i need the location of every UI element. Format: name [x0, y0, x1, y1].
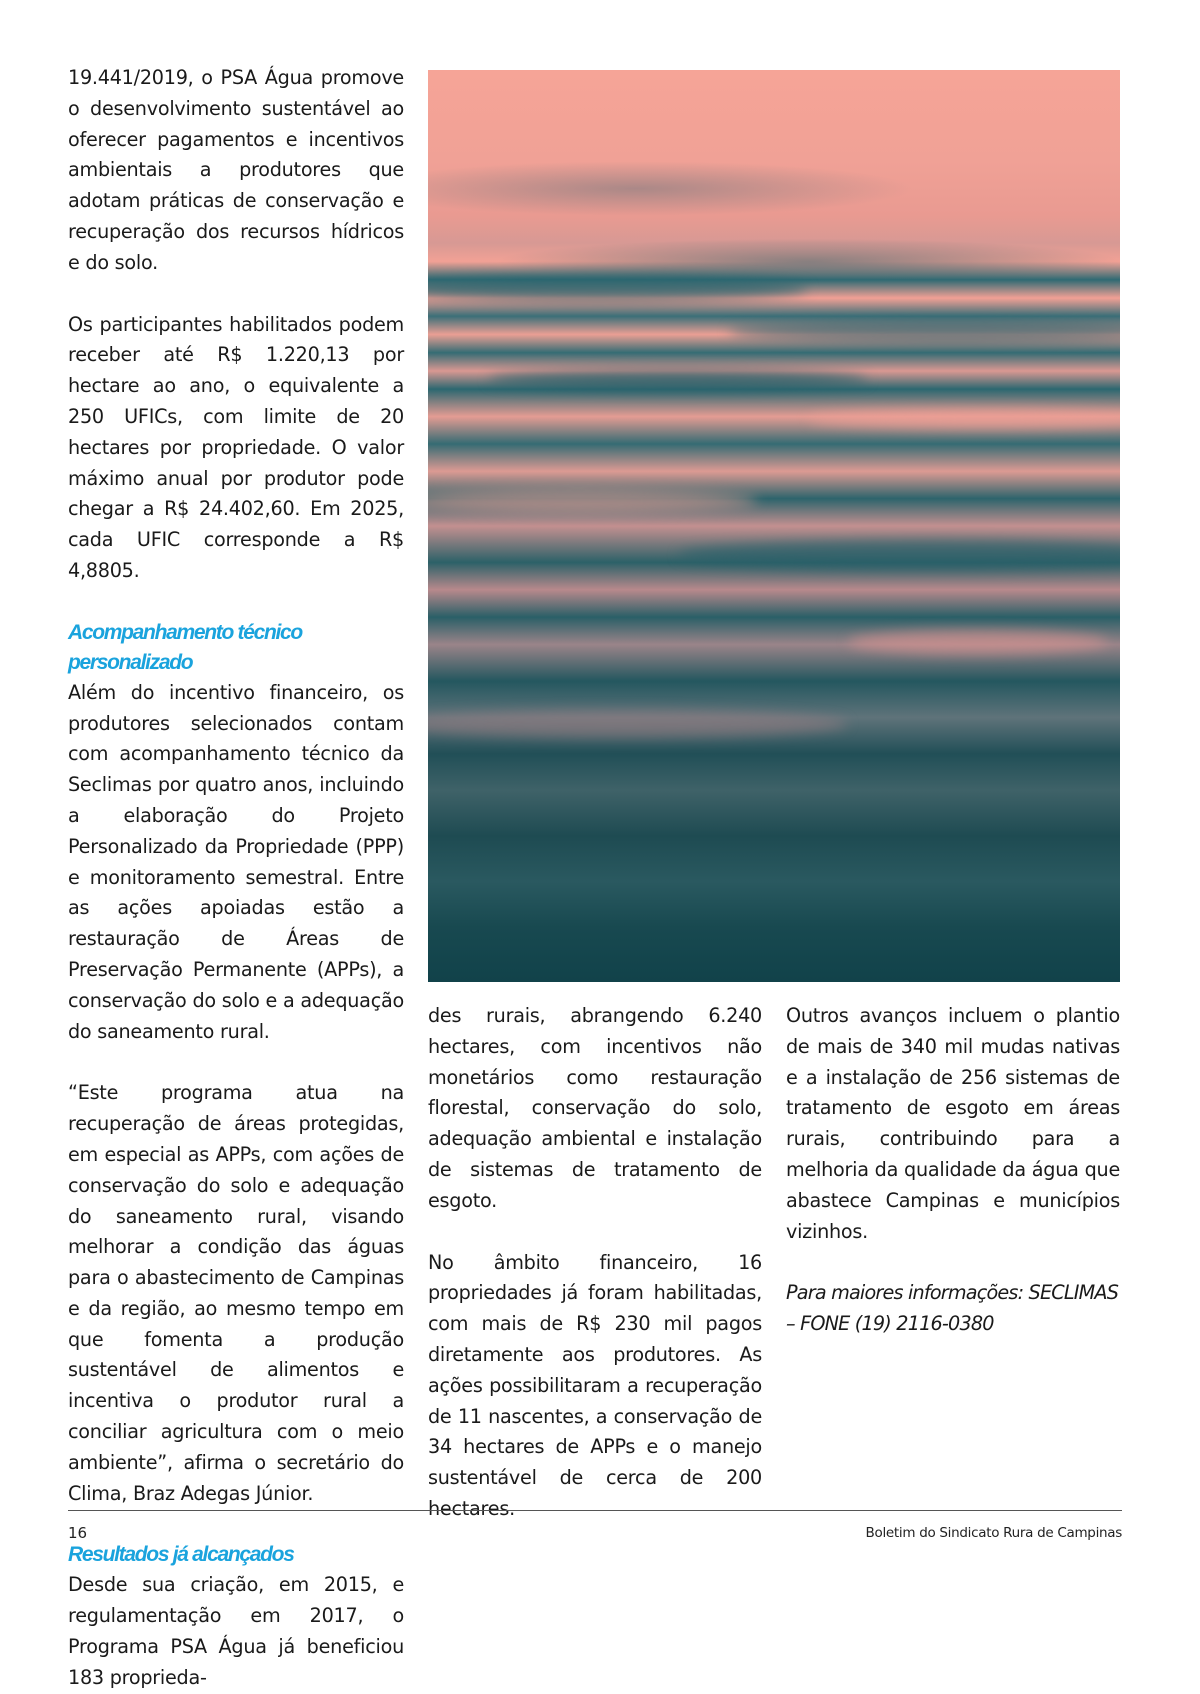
- photo-wave: [678, 540, 1120, 570]
- article-column-2: [428, 1001, 762, 1525]
- section-heading: Acompanhamento técnico personalizado: [68, 620, 302, 674]
- quote-paragraph: “Este programa atua na recuperação de áreas protegidas, em especial as APPs, com ações de conservação do solo e adequação do saneamento rural, visando melhorar a condição das águas para o abastecimento de Campinas e da região, ao mesmo tempo em que fomenta a produção sustentável de alimentos e incentiva o produtor rural a conciliar agricultura com o meio ambiente”, afirma o secretário do Clima, Braz Adegas Júnior.: [68, 1081, 404, 1505]
- water-photo: [428, 70, 1120, 982]
- section-heading: Resultados já alcançados: [68, 1543, 294, 1567]
- photo-wave: [428, 275, 808, 301]
- footer-divider: [68, 1510, 1122, 1511]
- photo-wave: [848, 630, 1108, 654]
- paragraph: No âmbito financeiro, 16 propriedades já foram habilitadas, com mais de R$ 230 mil pagos diretamente aos produtores. As ações possibilitaram a recuperação de 11 nascentes, a conservação de 34 hectares de APPs e o manejo sustentável de cerca de 200 hectares.: [428, 1250, 762, 1520]
- page-number: 16: [68, 1524, 88, 1542]
- publication-title: Boletim do Sindicato Rura de Campinas: [865, 1525, 1122, 1541]
- paragraph: 19.441/2019, o PSA Água promove o desenvolvimento sustentável ao oferecer pagamentos e incentivos ambientais a produtores que adotam práticas de conservação e recuperação dos recursos hídricos e do solo.: [68, 66, 404, 274]
- paragraph: Outros avanços incluem o plantio de mais de 340 mil mudas nativas e a instalação de 256 sistemas de tratamento de esgoto em áreas rurais, contribuindo para a melhoria da qualidade da água que abastece Campinas e municípios vizinhos.: [786, 1004, 1120, 1243]
- contact-info: Para maiores informações: SECLIMAS – FONE (19) 2116-0380: [786, 1281, 1119, 1336]
- article-column-1: [68, 63, 404, 1694]
- photo-wave: [808, 410, 1120, 428]
- paragraph: des rurais, abrangendo 6.240 hectares, com incentivos não monetários como restauração florestal, conservação do solo, adequação ambiental e instalação de sistemas de tratamento de esgoto.: [428, 1004, 762, 1212]
- photo-wave: [428, 710, 848, 738]
- photo-wave: [428, 490, 758, 512]
- paragraph: Além do incentivo financeiro, os produtores selecionados contam com acompanhamento técnico da Seclimas por quatro anos, incluindo a elaboração do Projeto Personalizado da Propriedade (PPP) e monitoramento semestral. Entre as ações apoiadas estão a restauração de Áreas de Preservação Permanente (APPs), a conservação do solo e a adequação do saneamento rural.: [68, 680, 404, 1043]
- paragraph: Os participantes habilitados podem receber até R$ 1.220,13 por hectare ao ano, o equivalente a 250 UFICs, com limite de 20 hectares por propriedade. O valor máximo anual por produtor pode chegar a R$ 24.402,60. Em 2025, cada UFIC corresponde a R$ 4,8805.: [68, 312, 404, 582]
- photo-wave: [728, 320, 1120, 342]
- article-column-3: [786, 1001, 1120, 1340]
- photo-wave: [488, 370, 868, 390]
- paragraph: Desde sua criação, em 2015, e regulamentação em 2017, o Programa PSA Água já beneficiou 183 proprieda-: [68, 1573, 404, 1689]
